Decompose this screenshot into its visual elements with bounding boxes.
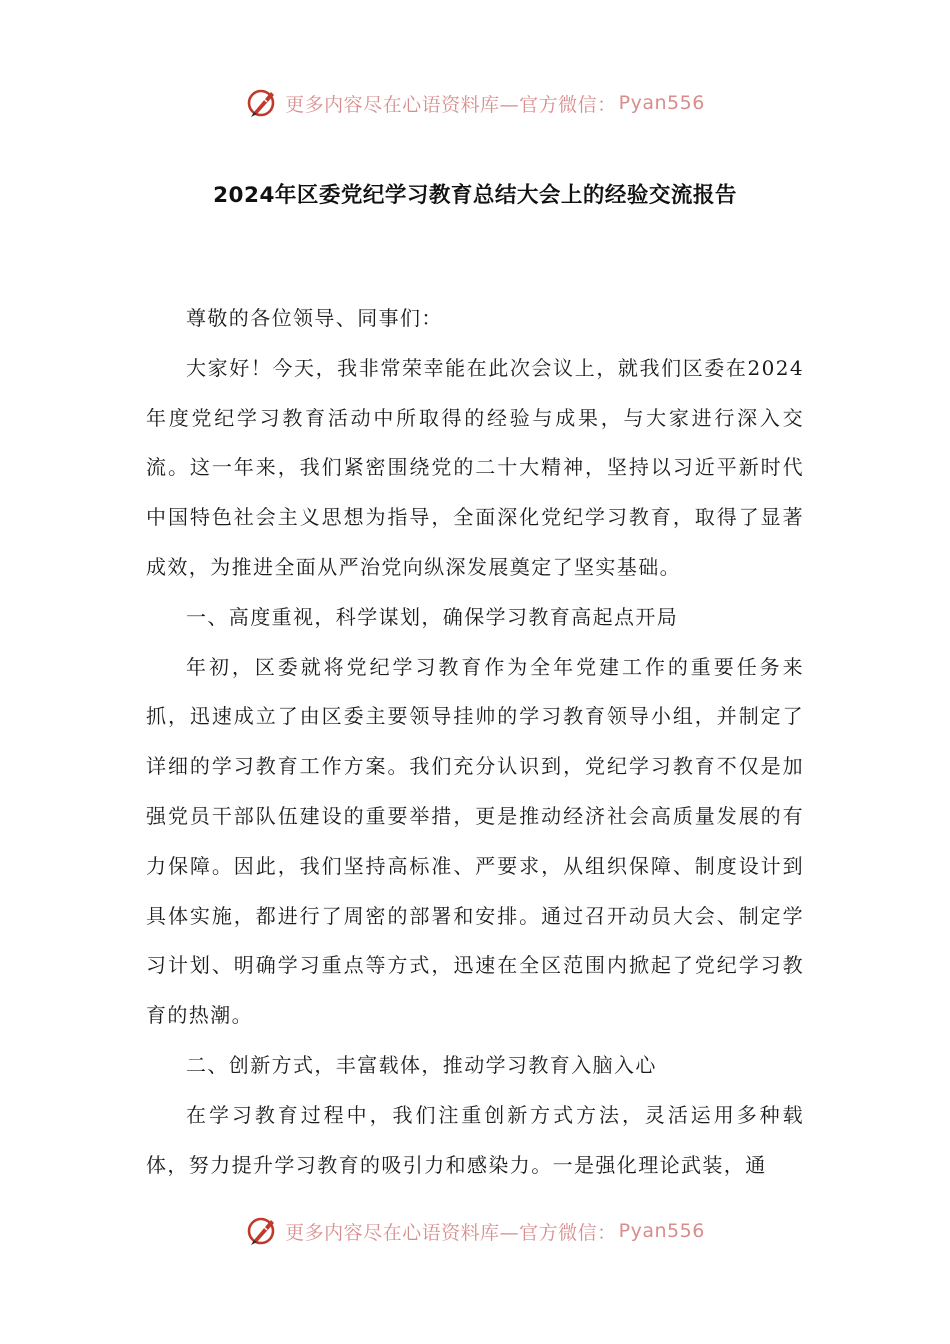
document-body [146,294,804,1190]
watermark-wechat-id: Pyan556 [618,92,705,114]
section-heading: 一、高度重视，科学谋划，确保学习教育高起点开局 [186,604,679,629]
salutation: 尊敬的各位领导、同事们： [186,306,443,330]
watermark-text: 更多内容尽在心语资料库—官方微信： [285,1221,617,1244]
header-watermark [0,83,950,123]
footer-watermark [0,1211,950,1251]
body-paragraph: 大家好！今天，我非常荣幸能在此次会议上，就我们区委在2024年度党纪学习教育活动中所取得的经验与成果，与大家进行深入交流。这一年来，我们紧密围绕党的二十大精神，坚持以习近平新时代中国特色社会主义思想为指导，全面深化党纪学习教育，取得了显著成效，为推进全面从严治党向纵深发展奠定了坚实基础。 [146,355,804,579]
document-title: 2024年区委党纪学习教育总结大会上的经验交流报告 [213,183,737,208]
section-heading: 二、创新方式，丰富载体，推动学习教育入脑入心 [186,1052,657,1077]
body-paragraph: 在学习教育过程中，我们注重创新方式方法，灵活运用多种载体，努力提升学习教育的吸引力和感染力。一是强化理论武装，通 [146,1102,804,1177]
body-paragraph: 年初，区委就将党纪学习教育作为全年党建工作的重要任务来抓，迅速成立了由区委主要领导挂帅的学习教育领导小组，并制定了详细的学习教育工作方案。我们充分认识到，党纪学习教育不仅是加强党员干部队伍建设的重要举措，更是推动经济社会高质量发展的有力保障。因此，我们坚持高标准、严要求，从组织保障、制度设计到具体实施，都进行了周密的部署和安排。通过召开动员大会、制定学习计划、明确学习重点等方式，迅速在全区范围内掀起了党纪学习教育的热潮。 [146,654,804,1028]
logo-icon [245,86,279,120]
watermark-text: 更多内容尽在心语资料库—官方微信： [285,93,617,116]
watermark-wechat-id: Pyan556 [618,1220,705,1242]
logo-icon [245,1214,279,1248]
